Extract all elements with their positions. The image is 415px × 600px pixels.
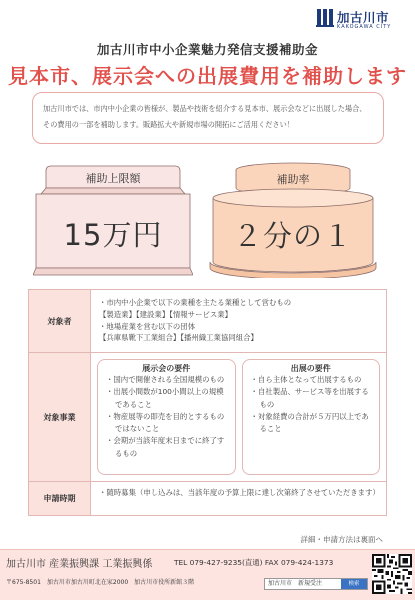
target-line: ・市内中小企業で以下の業種を主たる業種として営むもの (99, 298, 292, 307)
target-head: 対象者 (29, 290, 91, 352)
list-item: ・ 物産展等の即売を目的とするものではないこと (106, 411, 229, 436)
period-head: 申請時期 (29, 482, 91, 515)
project-head: 対象事業 (29, 353, 91, 481)
search-box[interactable] (264, 578, 368, 590)
logo-sub: KAKOGAWA CITY (337, 24, 392, 30)
logo-name: 加古川市 (337, 10, 390, 25)
exhibitor-requirements-head: 出展の要件 (290, 364, 331, 373)
back-side-note: 詳細・申請方法は裏面へ (300, 535, 383, 544)
intro-text: 加古川市では、市内中小企業の皆様が、製品や技術を紹介する見本市、展示会などに出展した場合、その費用の一部を補助します。販路拡大や新規市場の開拓にご活用ください！ (32, 92, 384, 144)
footer-department: 加古川市 産業振興課 工業振興係 (6, 559, 153, 570)
subsidy-limit-label: 補助上限額 (85, 172, 141, 185)
target-row (29, 290, 386, 353)
list-item: ・ 自ら主体となって出展するもの (251, 374, 374, 386)
period-body: ・随時募集（申し込みは、当該年度の予算上限に達し次第終了させていただきます） (99, 488, 380, 497)
page-subtitle: 加古川市中小企業魅力発信支援補助金 (96, 42, 318, 57)
footer (0, 549, 415, 600)
list-item: ・ 国内で開催される全国規模のもの (106, 374, 229, 386)
requirements-table (28, 289, 387, 516)
list-item: ・ 自社製品、サービス等を出展するもの (251, 386, 374, 411)
project-row (29, 353, 386, 482)
subsidy-limit-pedestal (33, 158, 193, 278)
footer-address: 〒675-8501 加古川市加古川町北在家2000 加古川市役所新館３階 (6, 579, 195, 586)
target-line: 【兵庫県靴下工業組合】【播州織工業協同組合】 (99, 333, 258, 343)
city-emblem-icon (316, 9, 334, 31)
target-line: ・地場産業を営む以下の団体 (99, 321, 196, 331)
target-body (91, 290, 386, 352)
subsidy-rate-label: 補助率 (276, 173, 310, 186)
footer-contact: TEL 079-427-9235(直通) FAX 079-424-1373 (174, 558, 334, 567)
city-logo (316, 9, 406, 35)
list-item: ・ 出展小間数が100小間以上の規模であること (106, 386, 229, 411)
page-title: 見本市、展示会への出展費用を補助します (8, 64, 407, 88)
list-item: ・ 会期が当該年度末日までに終了するもの (106, 435, 229, 460)
exhibition-requirements-head: 展示会の要件 (142, 364, 191, 373)
list-item: ・ 対象経費の合計が５万円以上であること (251, 411, 374, 436)
subsidy-rate-value: ２分の１ (232, 219, 353, 253)
subsidy-limit-value: 15万円 (63, 218, 163, 252)
exhibitor-requirements (242, 359, 381, 475)
search-button[interactable]: 検索 (341, 579, 367, 589)
exhibition-requirements (97, 359, 236, 475)
target-line: 【製造業】【建設業】【情報サービス業】 (99, 309, 233, 319)
period-row (29, 482, 386, 515)
qr-code-icon (372, 554, 412, 594)
search-text: 加古川市 新規受注 (268, 580, 323, 587)
subsidy-rate-pedestal (207, 158, 379, 278)
project-body (91, 353, 386, 481)
